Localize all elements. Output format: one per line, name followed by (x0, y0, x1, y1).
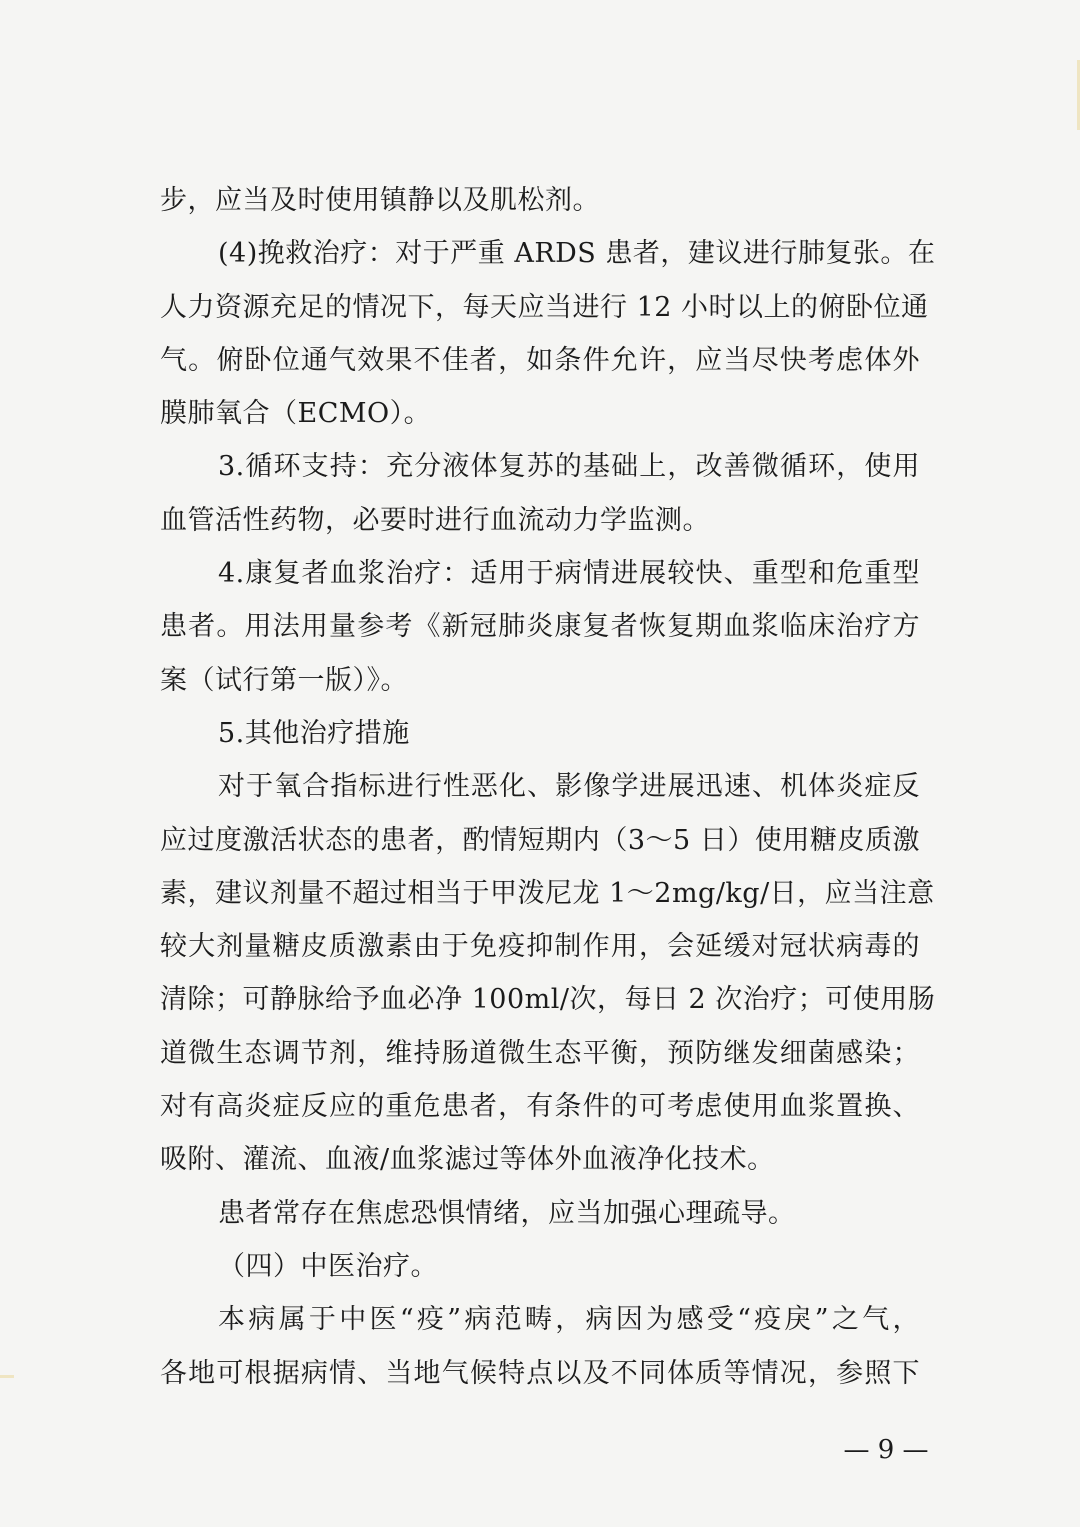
text-line: 各地可根据病情、当地气候特点以及不同体质等情况，参照下 (160, 1357, 920, 1389)
text-line: 步，应当及时使用镇静以及肌松剂。 (160, 185, 600, 216)
body-text (160, 174, 936, 1400)
text-line: 道微生态调节剂，维持肠道微生态平衡，预防继发细菌感染； (160, 1037, 920, 1069)
text-line: 患者。用法用量参考《新冠肺炎康复者恢复期血浆临床治疗方 (160, 611, 920, 643)
text-line: 4.康复者血浆治疗：适用于病情进展较快、重型和危重型 (218, 558, 920, 590)
text-line: 膜肺氧合（ECMO）。 (160, 398, 432, 430)
text-line: 血管活性药物，必要时进行血流动力学监测。 (160, 504, 710, 536)
scan-mark-left (0, 1375, 14, 1378)
page-number: — 9 — (843, 1435, 929, 1465)
section-heading: （四）中医治疗。 (218, 1250, 438, 1282)
text-line: 较大剂量糖皮质激素由于免疫抑制作用，会延缓对冠状病毒的 (160, 931, 920, 963)
text-line: 吸附、灌流、血液/血浆滤过等体外血液净化技术。 (160, 1144, 775, 1176)
text-line: (4)挽救治疗：对于严重 ARDS 患者，建议进行肺复张。在 (218, 238, 936, 270)
text-line: 清除；可静脉给予血必净 100ml/次，每日 2 次治疗；可使用肠 (160, 984, 936, 1016)
text-line: 对有高炎症反应的重危患者，有条件的可考虑使用血浆置换、 (160, 1091, 920, 1123)
text-line: 应过度激活状态的患者，酌情短期内（3～5 日）使用糖皮质激 (160, 824, 920, 856)
section-heading: 5.其他治疗措施 (218, 717, 410, 749)
text-line: 素，建议剂量不超过相当于甲泼尼龙 1～2mg/kg/日，应当注意 (160, 877, 935, 909)
text-line: 气。俯卧位通气效果不佳者，如条件允许，应当尽快考虑体外 (160, 344, 920, 376)
text-line: 3.循环支持：充分液体复苏的基础上，改善微循环，使用 (218, 451, 920, 483)
text-line: 对于氧合指标进行性恶化、影像学进展迅速、机体炎症反 (218, 771, 920, 803)
text-line: 人力资源充足的情况下，每天应当进行 12 小时以上的俯卧位通 (160, 291, 929, 323)
text-line: 患者常存在焦虑恐惧情绪，应当加强心理疏导。 (218, 1197, 796, 1229)
text-line: 案（试行第一版）》。 (160, 664, 408, 696)
text-line: 本病属于中医“疫”病范畴，病因为感受“疫戾”之气， (218, 1304, 920, 1336)
